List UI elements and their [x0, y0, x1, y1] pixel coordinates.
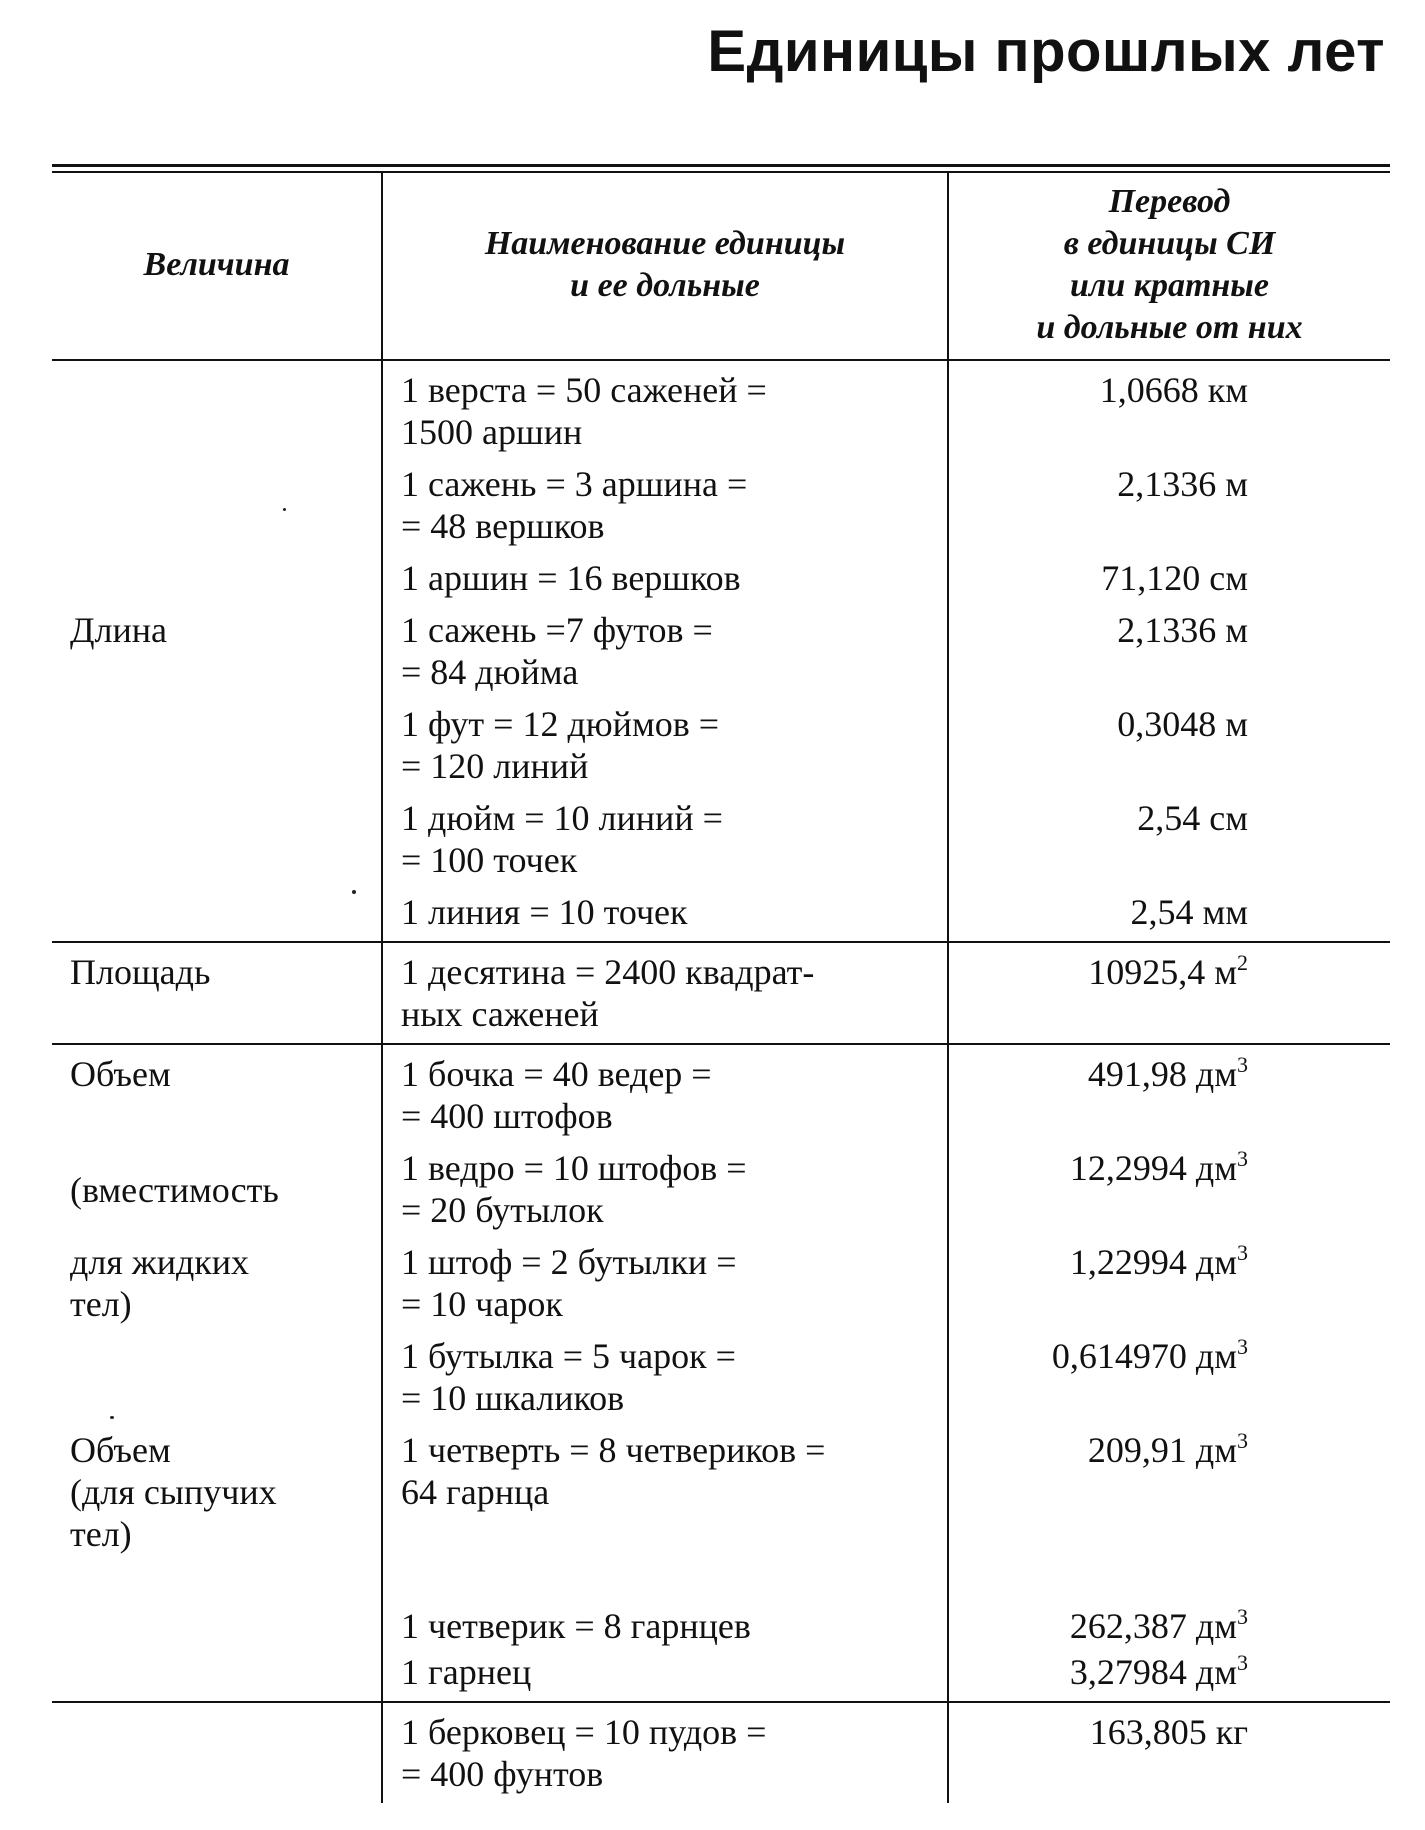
si-number: 491,98	[1087, 1054, 1187, 1094]
cell-quantity	[52, 1231, 382, 1325]
si-value	[1088, 952, 1248, 992]
unit-name-line: = 20 бутылок	[401, 1190, 604, 1230]
unit-name-line: = 48 вершков	[401, 506, 605, 546]
header-line: и ее дольные	[570, 267, 760, 304]
cell-quantity	[52, 453, 382, 547]
quantity-label: тел)	[70, 1514, 132, 1554]
si-unit-exponent: 3	[1237, 1428, 1248, 1453]
si-number: 3,27984	[1069, 1652, 1187, 1692]
si-unit: см	[1209, 798, 1248, 838]
cell-quantity	[52, 1137, 382, 1231]
scan-speck	[283, 508, 286, 511]
cell-si-value	[948, 693, 1390, 787]
table-row	[52, 1137, 1390, 1231]
si-value	[1070, 1242, 1248, 1282]
unit-name-line: ных саженей	[401, 994, 599, 1034]
si-unit-exponent: 3	[1237, 1240, 1248, 1265]
si-value	[1137, 798, 1248, 838]
si-number: 2,1336	[1117, 610, 1217, 650]
cell-quantity	[52, 1044, 382, 1137]
si-value	[1100, 370, 1248, 410]
si-number: 2,1336	[1117, 464, 1217, 504]
unit-name-line: 1 ведро = 10 штофов =	[401, 1148, 747, 1188]
unit-name-line: 1 бутылка = 5 чарок =	[401, 1336, 736, 1376]
si-unit: км	[1207, 370, 1248, 410]
table-row	[52, 787, 1390, 881]
cell-quantity	[52, 693, 382, 787]
table-row	[52, 1044, 1390, 1137]
si-unit-exponent: 3	[1237, 1650, 1248, 1675]
cell-unit-name	[382, 1647, 948, 1702]
table-row	[52, 693, 1390, 787]
unit-name-line: = 120 линий	[401, 746, 589, 786]
cell-unit-name	[382, 453, 948, 547]
cell-quantity	[52, 547, 382, 599]
cell-quantity	[52, 1419, 382, 1595]
cell-quantity	[52, 787, 382, 881]
unit-name-line: = 400 фунтов	[401, 1754, 604, 1794]
header-unit-name	[382, 173, 948, 360]
cell-si-value	[948, 787, 1390, 881]
quantity-label: для жидких	[70, 1242, 250, 1282]
unit-name-line: 1 верста = 50 саженей =	[401, 370, 767, 410]
cell-quantity	[52, 360, 382, 453]
table-body	[52, 360, 1390, 1803]
table-row	[52, 942, 1390, 1044]
quantity-label: Длина	[70, 610, 168, 650]
unit-name-line: 1 десятина = 2400 квадрат-	[401, 952, 815, 992]
table-header	[52, 173, 1390, 360]
header-line: или кратные	[1069, 267, 1269, 304]
si-unit: дм	[1195, 1336, 1237, 1376]
quantity-label: (для сыпучих	[70, 1472, 277, 1512]
header-line: Величина	[143, 246, 290, 283]
si-value	[1117, 704, 1248, 744]
cell-quantity	[52, 942, 382, 1044]
cell-si-value	[948, 1044, 1390, 1137]
quantity-label: Объем	[70, 1054, 171, 1094]
cell-unit-name	[382, 547, 948, 599]
table-row	[52, 1325, 1390, 1419]
unit-name-line: 1 берковец = 10 пудов =	[401, 1712, 767, 1752]
si-value	[1101, 558, 1248, 598]
unit-name-line: 1 сажень =7 футов =	[401, 610, 713, 650]
unit-name-line: 1 дюйм = 10 линий =	[401, 798, 723, 838]
unit-name-line: 1 линия = 10 точек	[401, 892, 688, 932]
si-value	[1130, 892, 1248, 932]
header-line: Перевод	[1108, 183, 1231, 220]
table-row	[52, 547, 1390, 599]
si-value	[1052, 1336, 1248, 1376]
unit-name-line: = 10 чарок	[401, 1284, 563, 1324]
table-row	[52, 1595, 1390, 1647]
page-title: Единицы прошлых лет	[707, 19, 1385, 84]
cell-unit-name	[382, 1702, 948, 1803]
si-number: 262,387	[1069, 1606, 1187, 1646]
unit-name-line: 1 штоф = 2 бутылки =	[401, 1242, 737, 1282]
unit-name-line: 1 четверть = 8 четвериков =	[401, 1430, 826, 1470]
cell-si-value	[948, 1137, 1390, 1231]
cell-si-value	[948, 360, 1390, 453]
si-number: 1,22994	[1069, 1242, 1187, 1282]
cell-si-value	[948, 1702, 1390, 1803]
cell-si-value	[948, 1647, 1390, 1702]
unit-name-line: 1 четверик = 8 гарнцев	[401, 1606, 751, 1646]
table-row	[52, 1419, 1390, 1595]
cell-si-value	[948, 1595, 1390, 1647]
si-unit: дм	[1195, 1606, 1237, 1646]
unit-name-line: 1 гарнец	[401, 1652, 532, 1692]
quantity-label: Объем	[70, 1430, 171, 1470]
unit-name-line: 1 сажень = 3 аршина =	[401, 464, 748, 504]
cell-unit-name	[382, 599, 948, 693]
cell-si-value	[948, 942, 1390, 1044]
quantity-label: тел)	[70, 1284, 132, 1324]
cell-unit-name	[382, 1137, 948, 1231]
cell-unit-name	[382, 1044, 948, 1137]
cell-unit-name	[382, 1595, 948, 1647]
unit-name-line: 1 бочка = 40 ведер =	[401, 1054, 712, 1094]
cell-si-value	[948, 1231, 1390, 1325]
si-number: 0,614970	[1051, 1336, 1187, 1376]
units-table	[52, 173, 1390, 1803]
table-row	[52, 360, 1390, 453]
units-table-wrapper	[52, 164, 1390, 1803]
scan-speck	[352, 890, 356, 894]
si-unit-exponent: 3	[1237, 1052, 1248, 1077]
si-unit: м	[1225, 464, 1248, 504]
si-value	[1117, 610, 1248, 650]
si-unit: дм	[1195, 1148, 1237, 1188]
si-unit-exponent: 2	[1237, 950, 1248, 975]
header-quantity	[52, 173, 382, 360]
si-number: 209,91	[1087, 1430, 1187, 1470]
cell-si-value	[948, 881, 1390, 942]
si-unit: см	[1209, 558, 1248, 598]
scan-speck	[110, 1416, 114, 1419]
si-unit: м	[1225, 704, 1248, 744]
unit-name-line: = 10 шкаликов	[401, 1378, 625, 1418]
cell-unit-name	[382, 693, 948, 787]
si-unit: дм	[1195, 1242, 1237, 1282]
cell-si-value	[948, 453, 1390, 547]
table-row	[52, 1647, 1390, 1702]
cell-quantity	[52, 1647, 382, 1702]
cell-unit-name	[382, 360, 948, 453]
si-number: 0,3048	[1117, 704, 1217, 744]
si-unit: м	[1225, 610, 1248, 650]
cell-unit-name	[382, 1231, 948, 1325]
si-unit: дм	[1195, 1430, 1237, 1470]
si-number: 71,120	[1101, 558, 1201, 598]
si-value	[1117, 464, 1248, 504]
quantity-label: (вместимость	[70, 1170, 279, 1210]
si-number: 2,54	[1130, 892, 1194, 932]
header-line: Наименование единицы	[484, 225, 846, 262]
quantity-label: Площадь	[70, 952, 211, 992]
header-line: и дольные от них	[1036, 309, 1303, 346]
si-unit-exponent: 3	[1237, 1604, 1248, 1629]
table-row	[52, 1231, 1390, 1325]
cell-unit-name	[382, 1325, 948, 1419]
unit-name-line: 1 фут = 12 дюймов =	[401, 704, 720, 744]
cell-unit-name	[382, 1419, 948, 1595]
cell-unit-name	[382, 942, 948, 1044]
table-top-double-rule	[52, 164, 1390, 173]
si-unit-exponent: 3	[1237, 1146, 1248, 1171]
si-value	[1090, 1712, 1248, 1752]
unit-name-line: 64 гарнца	[401, 1472, 550, 1512]
si-unit: мм	[1202, 892, 1248, 932]
cell-si-value	[948, 599, 1390, 693]
si-unit: дм	[1195, 1652, 1237, 1692]
cell-quantity	[52, 599, 382, 693]
si-number: 12,2994	[1069, 1148, 1187, 1188]
si-number: 10925,4	[1088, 952, 1206, 992]
cell-unit-name	[382, 881, 948, 942]
cell-quantity	[52, 881, 382, 942]
unit-name-line: 1500 аршин	[401, 412, 583, 452]
cell-si-value	[948, 547, 1390, 599]
table-row	[52, 453, 1390, 547]
table-row	[52, 1702, 1390, 1803]
unit-name-line: = 84 дюйма	[401, 652, 579, 692]
header-line: в единицы СИ	[1063, 225, 1276, 262]
table-row	[52, 881, 1390, 942]
si-unit: дм	[1195, 1054, 1237, 1094]
cell-si-value	[948, 1325, 1390, 1419]
table-row	[52, 599, 1390, 693]
si-unit-exponent: 3	[1237, 1334, 1248, 1359]
unit-name-line: = 400 штофов	[401, 1096, 613, 1136]
cell-quantity	[52, 1702, 382, 1803]
si-value	[1070, 1148, 1248, 1188]
si-unit: м	[1214, 952, 1237, 992]
si-value	[1088, 1054, 1248, 1094]
cell-quantity	[52, 1595, 382, 1647]
si-value	[1070, 1652, 1248, 1692]
cell-unit-name	[382, 787, 948, 881]
unit-name-line: = 100 точек	[401, 840, 578, 880]
si-unit: кг	[1215, 1712, 1248, 1752]
si-value	[1070, 1606, 1248, 1646]
cell-si-value	[948, 1419, 1390, 1595]
si-number: 1,0668	[1099, 370, 1199, 410]
cell-quantity	[52, 1325, 382, 1419]
si-value	[1088, 1430, 1248, 1470]
header-si-conversion	[948, 173, 1390, 360]
si-number: 2,54	[1137, 798, 1201, 838]
si-number: 163,805	[1089, 1712, 1207, 1752]
unit-name-line: 1 аршин = 16 вершков	[401, 558, 741, 598]
